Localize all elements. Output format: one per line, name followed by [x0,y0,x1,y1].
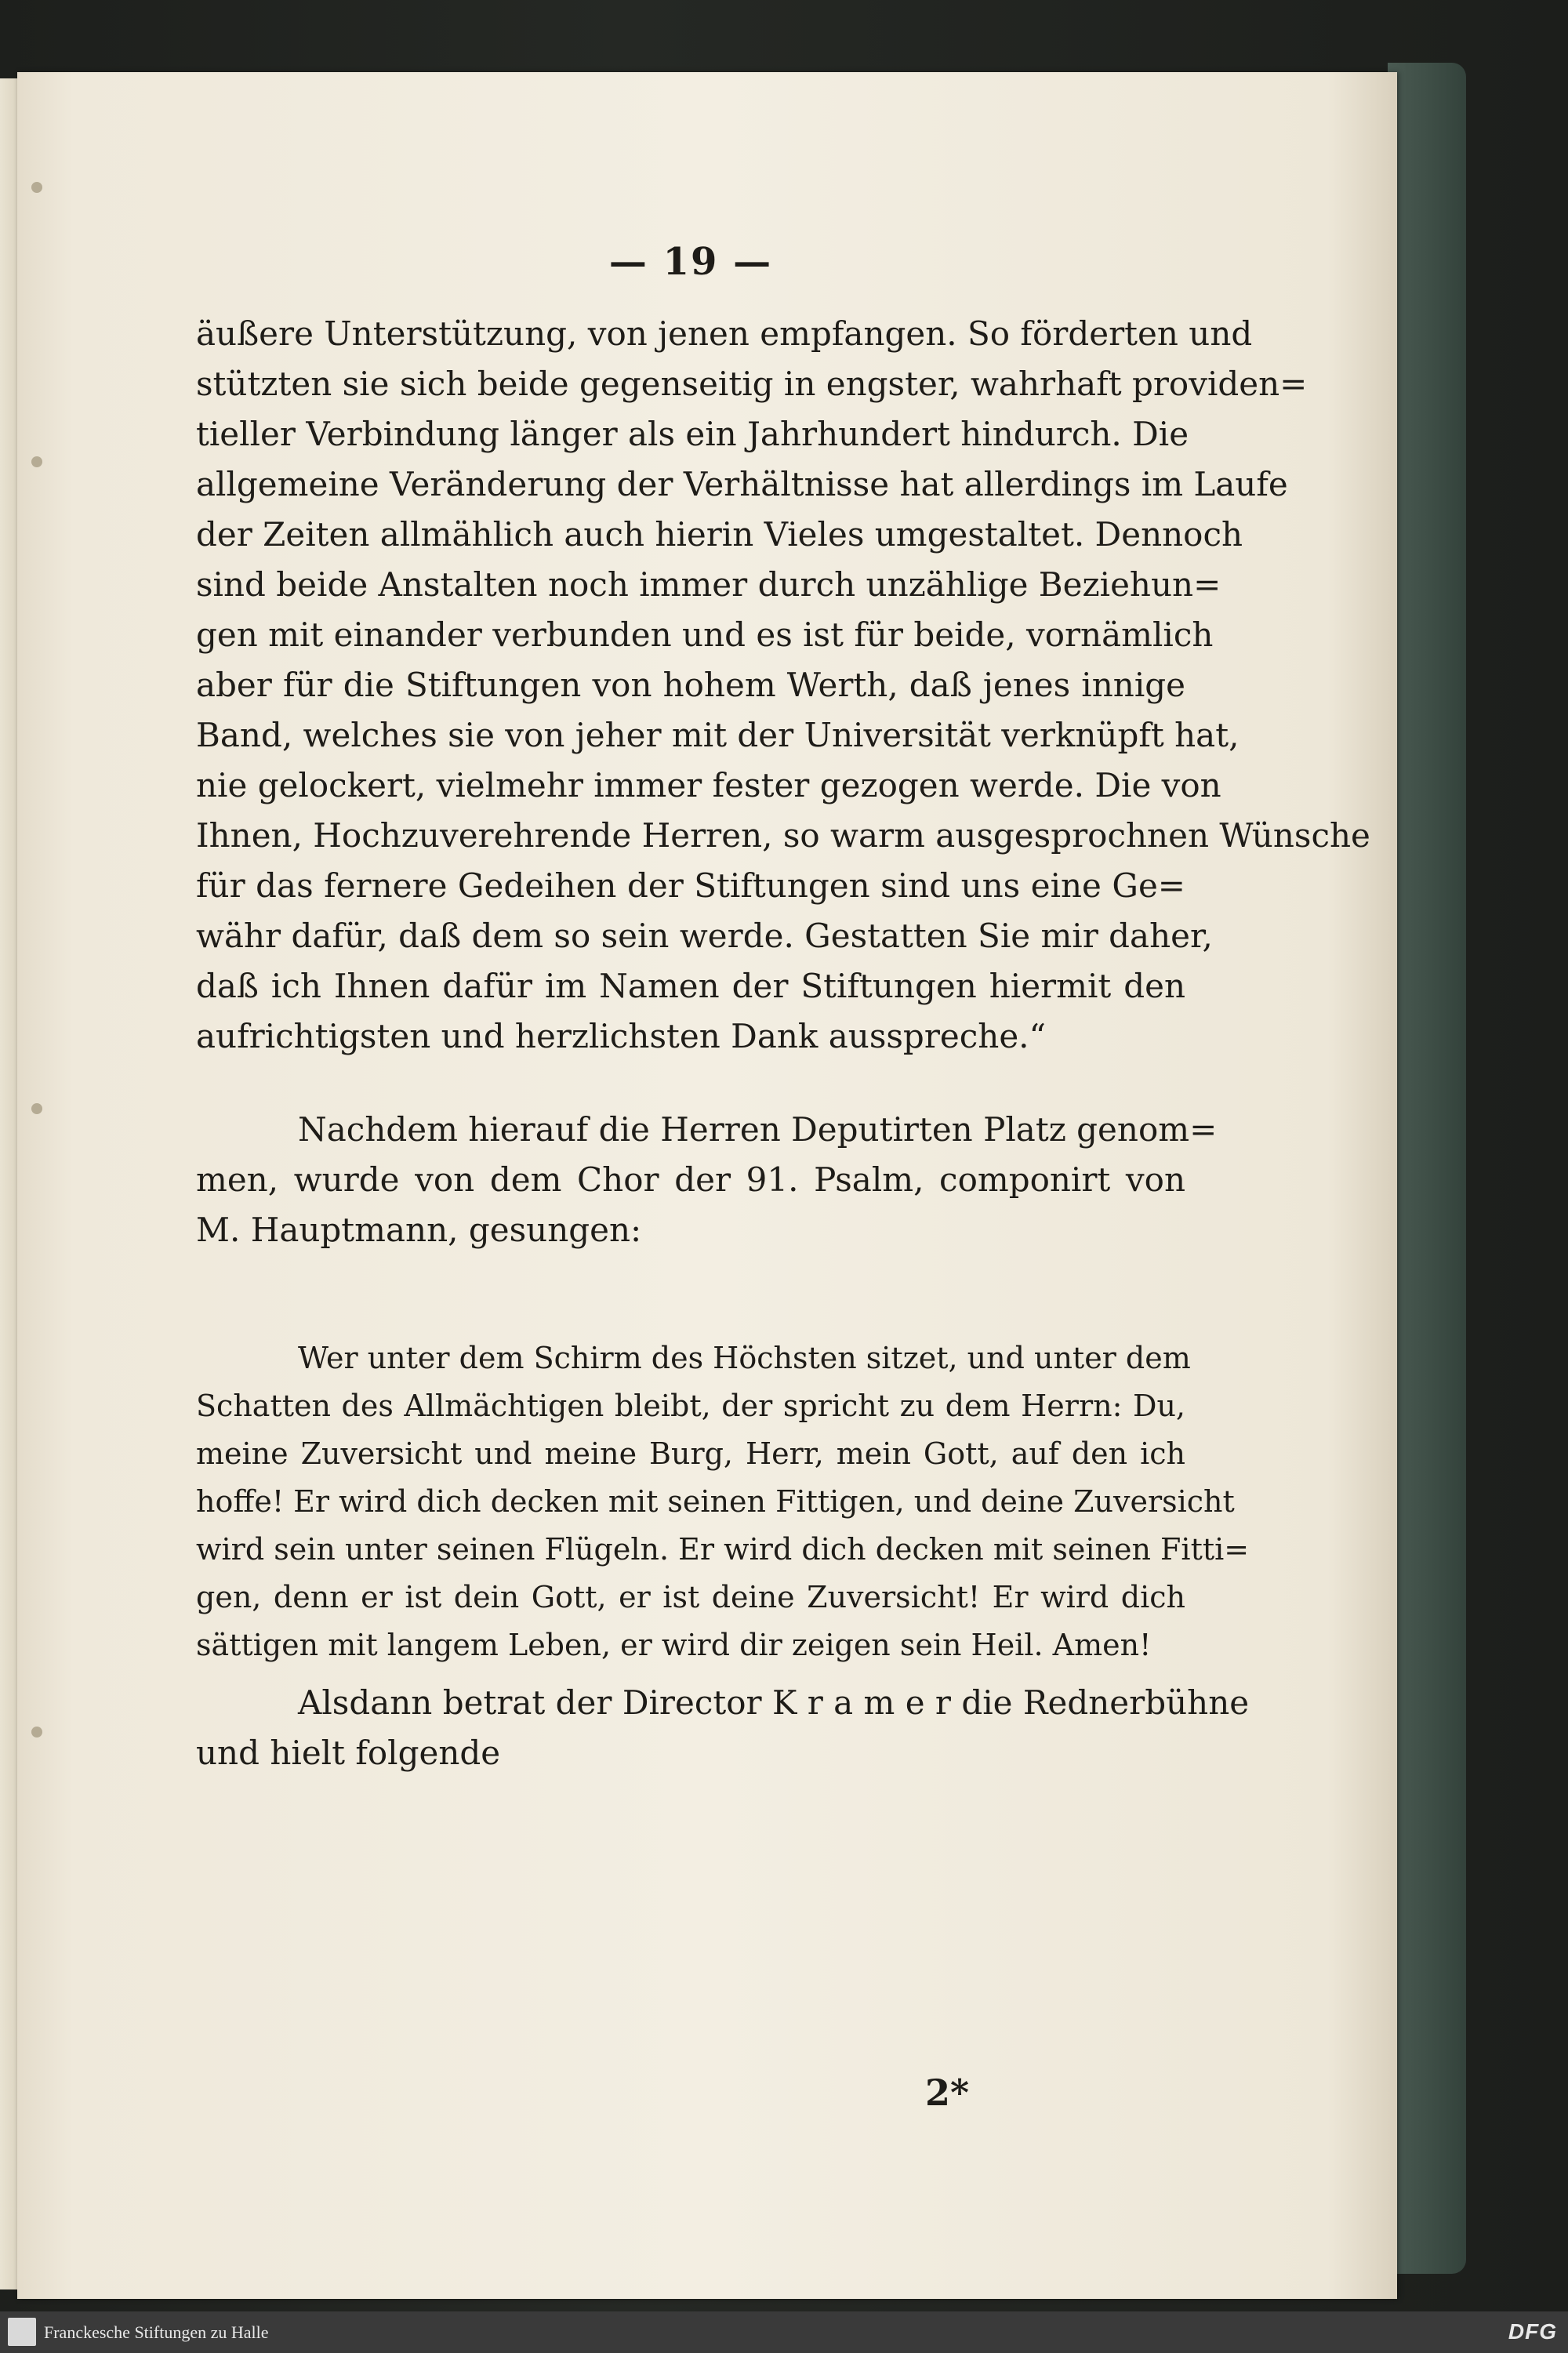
institution-logo-icon [8,2318,36,2346]
binding-mark [31,456,42,467]
text-line: allgemeine Veränderung der Verhältnisse hat allerdings im Laufe [196,465,1288,503]
binding-mark [31,1727,42,1738]
text-line: tieller Verbindung länger als ein Jahrhundert hindurch. Die [196,415,1189,453]
text-line: hoffe! Er wird dich decken mit seinen Fittigen, und deine Zuversicht [196,1484,1235,1519]
text-line: der Zeiten allmählich auch hierin Vieles umgestaltet. Dennoch [196,515,1243,554]
text-line: Band, welches sie von jeher mit der Universität verknüpft hat, [196,716,1240,754]
text-line: aber für die Stiftungen von hohem Werth, daß jenes innige [196,666,1185,704]
text-line: wird sein unter seinen Flügeln. Er wird dich decken mit seinen Fitti= [196,1532,1250,1567]
text-line: men, wurde von dem Chor der 91. Psalm, componirt von [196,1160,1185,1199]
text-line: Nachdem hierauf die Herren Deputirten Platz genom= [298,1110,1218,1149]
institution-label: Franckesche Stiftungen zu Halle [44,2322,269,2342]
text-line: daß ich Ihnen dafür im Namen der Stiftungen hiermit den [196,967,1185,1005]
text-line: sättigen mit langem Leben, er wird dir zeigen sein Heil. Amen! [196,1628,1152,1662]
text-line: Ihnen, Hochzuverehrende Herren, so warm ausgesprochnen Wünsche [196,816,1370,855]
paragraph-1 [196,309,1370,1062]
text-line: stützten sie sich beide gegenseitig in engster, wahrhaft providen= [196,365,1308,403]
text-line: gen, denn er ist dein Gott, er ist deine Zuversicht! Er wird dich [196,1580,1185,1614]
text-line: Alsdann betrat der Director K r a m e r die Rednerbühne [298,1683,1250,1722]
book-cover [1388,63,1466,2274]
text-line: nie gelockert, vielmehr immer fester gezogen werde. Die von [196,766,1221,804]
paragraph-2 [196,1105,1218,1255]
text-line: äußere Unterstützung, von jenen empfangen. So förderten und [196,314,1253,353]
text-line: sind beide Anstalten noch immer durch unzählige Beziehun= [196,565,1221,604]
binding-mark [31,1103,42,1114]
viewer-footer [0,2311,1568,2353]
page-number: — 19 — [608,240,773,284]
dfg-logo: DFG [1508,2319,1557,2344]
text-line: meine Zuversicht und meine Burg, Herr, mein Gott, auf den ich [196,1436,1185,1471]
text-line: gen mit einander verbunden und es ist für beide, vornämlich [196,615,1214,654]
text-line: für das fernere Gedeihen der Stiftungen sind uns eine Ge= [196,866,1185,905]
text-line: aufrichtigsten und herzlichsten Dank ausspreche.“ [196,1017,1047,1055]
text-line: M. Hauptmann, gesungen: [196,1211,642,1249]
text-line: und hielt folgende [196,1734,501,1772]
psalm-quote [196,1334,1250,1669]
text-line: währ dafür, daß dem so sein werde. Gestatten Sie mir daher, [196,917,1213,955]
binding-mark [31,182,42,193]
book-page [17,72,1397,2299]
text-line: Schatten des Allmächtigen bleibt, der spricht zu dem Herrn: Du, [196,1389,1185,1423]
signature-mark: 2* [925,2072,970,2114]
text-line: Wer unter dem Schirm des Höchsten sitzet, und unter dem [298,1341,1191,1375]
paragraph-4 [196,1678,1250,1778]
